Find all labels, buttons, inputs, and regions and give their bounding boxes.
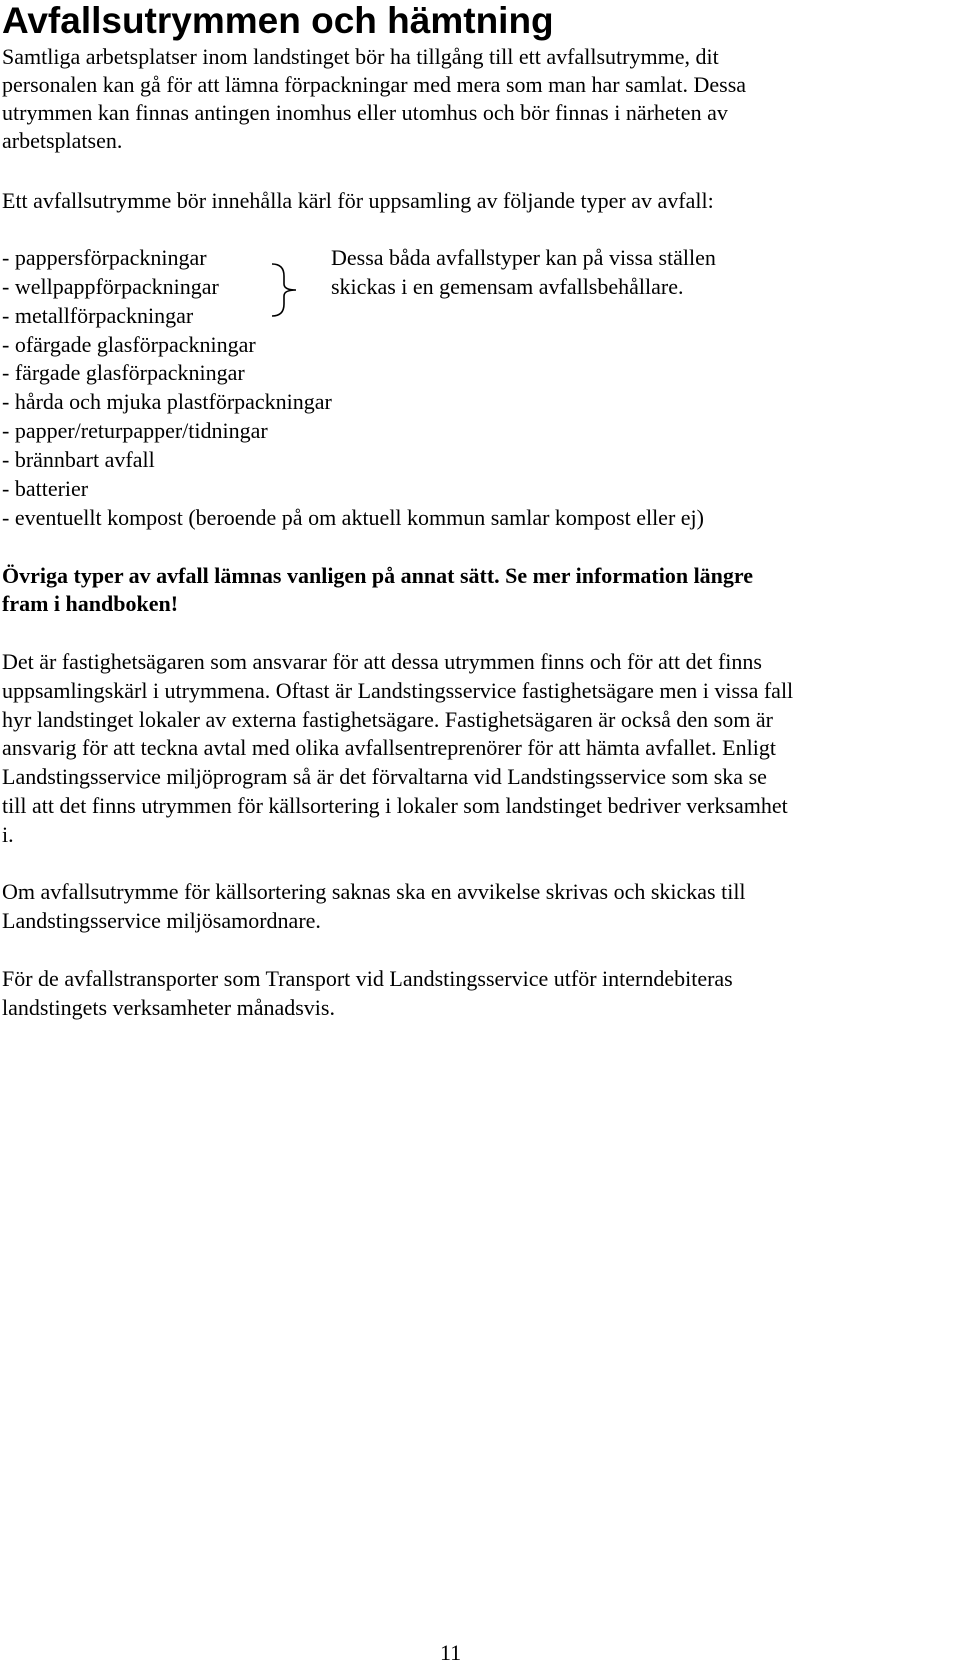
list-item: - metallförpackningar bbox=[2, 303, 194, 328]
intro-line-1: Samtliga arbetsplatser inom landstinget bör ha tillgång till ett avfallsutrymme, dit bbox=[2, 44, 719, 69]
transport-paragraph-line-2: landstingets verksamheter månadsvis. bbox=[2, 995, 335, 1020]
intro-line-2: personalen kan gå för att lämna förpackningar med mera som man har samlat. Dessa bbox=[2, 72, 747, 97]
bracket-note-line-1: Dessa båda avfallstyper kan på vissa ställen bbox=[331, 245, 716, 270]
bold-notice-line-2: fram i handboken! bbox=[2, 591, 179, 616]
owner-paragraph-line-3: hyr landstinget lokaler av externa fastighetsägare. Fastighetsägaren är också den som är bbox=[2, 707, 773, 732]
deviation-paragraph-line-1: Om avfallsutrymme för källsortering saknas ska en avvikelse skrivas och skickas till bbox=[2, 879, 746, 904]
list-item: - papper/returpapper/tidningar bbox=[2, 418, 268, 443]
list-item: - batterier bbox=[2, 476, 89, 501]
list-item: - färgade glasförpackningar bbox=[2, 360, 245, 385]
owner-paragraph-line-7: i. bbox=[2, 822, 14, 847]
intro-line-4: arbetsplatsen. bbox=[2, 128, 123, 153]
bold-notice-line-1: Övriga typer av avfall lämnas vanligen på annat sätt. Se mer information längre bbox=[2, 563, 754, 588]
owner-paragraph-line-2: uppsamlingskärl i utrymmena. Oftast är Landstingsservice fastighetsägare men i vissa fall bbox=[2, 678, 794, 703]
right-curly-brace-icon bbox=[270, 262, 300, 318]
owner-paragraph-line-1: Det är fastighetsägaren som ansvarar för att dessa utrymmen finns och för att det finns bbox=[2, 649, 762, 674]
list-item: - brännbart avfall bbox=[2, 447, 155, 472]
list-intro: Ett avfallsutrymme bör innehålla kärl för uppsamling av följande typer av avfall: bbox=[2, 188, 714, 213]
list-item: - wellpappförpackningar bbox=[2, 274, 219, 299]
list-item: - pappersförpackningar bbox=[2, 245, 207, 270]
intro-line-3: utrymmen kan finnas antingen inomhus eller utomhus och bör finnas i närheten av bbox=[2, 100, 728, 125]
list-item: - eventuellt kompost (beroende på om aktuell kommun samlar kompost eller ej) bbox=[2, 505, 704, 530]
list-item: - hårda och mjuka plastförpackningar bbox=[2, 389, 332, 414]
owner-paragraph-line-4: ansvarig för att teckna avtal med olika avfallsentreprenörer för att hämta avfallet. Enligt bbox=[2, 735, 776, 760]
list-item: - ofärgade glasförpackningar bbox=[2, 332, 256, 357]
deviation-paragraph-line-2: Landstingsservice miljösamordnare. bbox=[2, 908, 321, 933]
owner-paragraph-line-5: Landstingsservice miljöprogram så är det förvaltarna vid Landstingsservice som ska se bbox=[2, 764, 767, 789]
bracket-note-line-2: skickas i en gemensam avfallsbehållare. bbox=[331, 274, 684, 299]
page-title: Avfallsutrymmen och hämtning bbox=[2, 0, 554, 41]
owner-paragraph-line-6: till att det finns utrymmen för källsortering i lokaler som landstinget bedriver verksamhet bbox=[2, 793, 788, 818]
page-number: 11 bbox=[440, 1640, 462, 1665]
transport-paragraph-line-1: För de avfallstransporter som Transport vid Landstingsservice utför interndebiteras bbox=[2, 966, 733, 991]
